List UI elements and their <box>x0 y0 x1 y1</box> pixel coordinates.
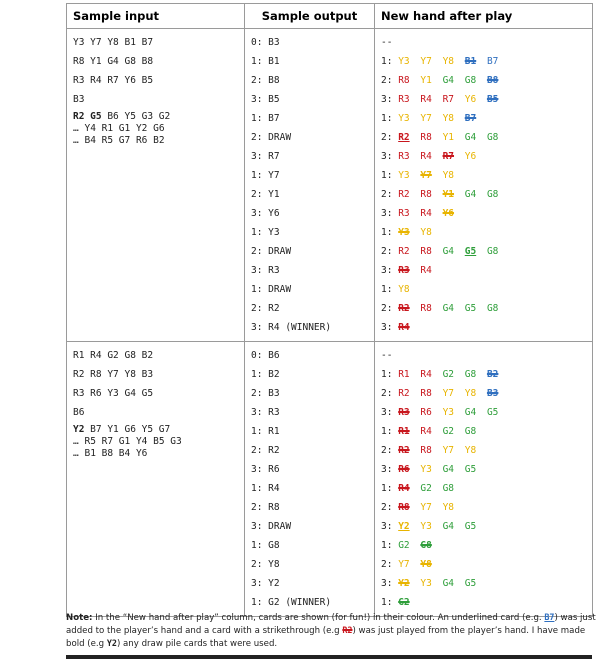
card: R8 <box>420 189 432 200</box>
card: G8 <box>486 303 499 314</box>
card: R4 <box>420 94 432 105</box>
hand-line <box>381 384 586 403</box>
hand-line-prefix: 3: <box>381 407 393 418</box>
note-text-3: ) was just played from the player’s hand. I have made bold (e.g <box>66 626 586 649</box>
card: B7 <box>486 56 499 67</box>
card: G4 <box>442 578 455 589</box>
output-line: 3: R3 <box>251 407 280 418</box>
card: R2 <box>398 388 410 399</box>
sample-input-cell <box>67 342 245 617</box>
card: Y3 <box>398 113 410 124</box>
hand-line-prefix: 2: <box>381 559 393 570</box>
card: G8 <box>464 426 477 437</box>
card: R3 <box>398 151 410 162</box>
sample-input-lines <box>67 342 244 464</box>
draw-pile-line <box>73 135 238 147</box>
card: Y2 <box>398 578 410 589</box>
card: Y1 <box>442 132 455 143</box>
new-hand-cell <box>375 29 593 342</box>
card: B8 <box>486 75 499 86</box>
draw-pile-cards: B1 B8 B4 Y6 <box>84 448 148 459</box>
hand-line <box>381 346 586 365</box>
hand-line <box>381 299 586 318</box>
hand-line <box>381 261 586 280</box>
card: R6 <box>420 407 432 418</box>
input-line: R3 R6 Y3 G4 G5 <box>73 388 154 399</box>
sample-output-lines <box>245 342 374 616</box>
card: R2 <box>398 189 410 200</box>
card: Y3 <box>398 56 410 67</box>
card: R4 <box>420 426 432 437</box>
note-text-1: In the “New hand after play” column, cards are shown (for fun!) in their colour. An underlined card (e.g. <box>92 613 545 623</box>
hand-line-prefix: -- <box>381 37 393 48</box>
hand-line <box>381 128 586 147</box>
hand-line-prefix: -- <box>381 350 393 361</box>
header-new-hand: New hand after play <box>375 4 593 29</box>
card: R3 <box>398 208 410 219</box>
card: R4 <box>420 369 432 380</box>
hand-line-prefix: 3: <box>381 208 393 219</box>
hand-line <box>381 536 586 555</box>
sample-table <box>66 3 593 617</box>
hand-line-prefix: 1: <box>381 369 393 380</box>
card: Y3 <box>398 227 410 238</box>
card: R4 <box>398 483 410 494</box>
card: R8 <box>420 445 432 456</box>
draw-pile-line <box>73 123 238 135</box>
output-line: 1: B7 <box>251 113 280 124</box>
hand-line <box>381 403 586 422</box>
card: Y7 <box>420 170 432 181</box>
card: B1 <box>464 56 477 67</box>
note-example-bold: Y2 <box>106 638 117 648</box>
output-line: 2: R2 <box>251 303 280 314</box>
sample-output-lines <box>245 29 374 341</box>
card: Y3 <box>398 170 410 181</box>
card: R2 <box>398 246 410 257</box>
sample-input-lines <box>67 29 244 151</box>
card: Y6 <box>464 151 477 162</box>
card: Y8 <box>420 559 432 570</box>
card: R8 <box>420 246 432 257</box>
hand-line-prefix: 1: <box>381 426 393 437</box>
card: G5 <box>486 407 499 418</box>
card: R3 <box>398 407 410 418</box>
card: B2 <box>486 369 499 380</box>
card: Y3 <box>442 407 455 418</box>
hand-line <box>381 109 586 128</box>
hand-line <box>381 574 586 593</box>
card: G8 <box>486 132 499 143</box>
input-line: B6 <box>73 407 85 418</box>
note-text-2: ) was just added to the player’s hand and a card with a strikethrough (e.g <box>66 613 596 636</box>
draw-pile-line <box>73 448 238 460</box>
header-row <box>67 4 593 29</box>
card: G2 <box>420 483 432 494</box>
hand-line-prefix: 2: <box>381 388 393 399</box>
card: B3 <box>486 388 499 399</box>
output-line: 3: DRAW <box>251 521 292 532</box>
card: Y8 <box>442 502 455 513</box>
draw-pile-line <box>73 424 238 436</box>
card: Y3 <box>420 521 432 532</box>
draw-pile-line <box>73 111 238 123</box>
hand-line <box>381 280 586 299</box>
input-line: R1 R4 G2 G8 B2 <box>73 350 154 361</box>
card: Y1 <box>420 75 432 86</box>
hand-line-prefix: 3: <box>381 265 393 276</box>
note-text-4: ) any draw pile cards that were used. <box>116 639 278 649</box>
card: R3 <box>398 94 410 105</box>
output-line: 2: DRAW <box>251 246 292 257</box>
card: R8 <box>398 502 410 513</box>
hand-line-prefix: 2: <box>381 445 393 456</box>
card: Y8 <box>442 170 455 181</box>
output-line: 1: Y3 <box>251 227 280 238</box>
card: G4 <box>464 407 477 418</box>
output-line: 1: R4 <box>251 483 280 494</box>
card: Y7 <box>398 559 410 570</box>
card: G8 <box>486 189 499 200</box>
hand-line-prefix: 2: <box>381 303 393 314</box>
card: Y7 <box>420 56 432 67</box>
header-sample-input: Sample input <box>67 4 245 29</box>
output-line: 1: DRAW <box>251 284 292 295</box>
new-hand-cell <box>375 342 593 617</box>
draw-pile-cards: B4 R5 G7 R6 B2 <box>84 135 165 146</box>
card: G5 <box>464 246 477 257</box>
output-line: 3: B5 <box>251 94 280 105</box>
hand-line <box>381 422 586 441</box>
card: R6 <box>398 464 410 475</box>
card: G8 <box>464 369 477 380</box>
card: G5 <box>464 578 477 589</box>
card: Y8 <box>464 388 477 399</box>
note-paragraph <box>66 611 596 650</box>
hand-line <box>381 52 586 71</box>
card: G4 <box>442 303 455 314</box>
card: Y8 <box>442 56 455 67</box>
card: R3 <box>398 265 410 276</box>
card: Y2 <box>398 521 410 532</box>
output-line: 2: B3 <box>251 388 280 399</box>
input-line: Y3 Y7 Y8 B1 B7 <box>73 37 154 48</box>
hand-line-prefix: 2: <box>381 189 393 200</box>
input-line: R2 R8 Y7 Y8 B3 <box>73 369 154 380</box>
draw-pile-block <box>73 422 238 460</box>
game-row <box>67 342 593 617</box>
output-line: 1: G8 <box>251 540 280 551</box>
card: R1 <box>398 369 410 380</box>
hand-line <box>381 204 586 223</box>
hand-line <box>381 242 586 261</box>
hand-line <box>381 166 586 185</box>
sample-output-cell <box>245 29 375 342</box>
hand-line-prefix: 2: <box>381 132 393 143</box>
card: G8 <box>486 246 499 257</box>
output-line: 2: Y8 <box>251 559 280 570</box>
hand-line <box>381 593 586 612</box>
draw-pile-cards: Y4 R1 G1 Y2 G6 <box>84 123 165 134</box>
draw-pile-cards: Y2 B7 Y1 G6 Y5 G7 <box>73 424 171 435</box>
note-example-strike: R2 <box>342 625 353 635</box>
page-bottom-rule <box>66 655 592 659</box>
hand-line <box>381 460 586 479</box>
hand-line-prefix: 1: <box>381 56 393 67</box>
card: G4 <box>442 521 455 532</box>
card: R8 <box>420 303 432 314</box>
hand-line-prefix: 3: <box>381 151 393 162</box>
card: Y3 <box>420 578 432 589</box>
card: R4 <box>420 265 432 276</box>
draw-pile-line <box>73 436 238 448</box>
output-line: 3: R3 <box>251 265 280 276</box>
card: G2 <box>442 369 455 380</box>
card: G2 <box>398 597 410 608</box>
card: R2 <box>398 132 410 143</box>
card: R8 <box>398 75 410 86</box>
card: Y8 <box>442 113 455 124</box>
card: R1 <box>398 426 410 437</box>
card: Y1 <box>442 189 455 200</box>
hand-line-prefix: 2: <box>381 246 393 257</box>
card: G4 <box>442 246 455 257</box>
card: R8 <box>420 388 432 399</box>
draw-pile-prefix: … <box>73 123 79 134</box>
hand-line-prefix: 1: <box>381 113 393 124</box>
sample-output-cell <box>245 342 375 617</box>
output-line: 2: R8 <box>251 502 280 513</box>
output-line: 3: R6 <box>251 464 280 475</box>
input-line: R8 Y1 G4 G8 B8 <box>73 56 154 67</box>
hand-line <box>381 33 586 52</box>
output-line: 2: DRAW <box>251 132 292 143</box>
input-line: B3 <box>73 94 85 105</box>
hand-line-prefix: 2: <box>381 75 393 86</box>
header-sample-output: Sample output <box>245 4 375 29</box>
card: Y7 <box>420 502 432 513</box>
card: Y8 <box>464 445 477 456</box>
card: Y6 <box>442 208 455 219</box>
hand-line <box>381 147 586 166</box>
card: R7 <box>442 151 455 162</box>
card: G8 <box>464 75 477 86</box>
hand-line-prefix: 1: <box>381 170 393 181</box>
output-line: 3: Y2 <box>251 578 280 589</box>
output-line: 0: B6 <box>251 350 280 361</box>
hand-line <box>381 90 586 109</box>
card: Y7 <box>442 388 455 399</box>
card: B7 <box>464 113 477 124</box>
card: G4 <box>442 75 455 86</box>
hand-line <box>381 555 586 574</box>
hand-line-prefix: 3: <box>381 322 393 333</box>
draw-pile-prefix: … <box>73 135 79 146</box>
hand-line <box>381 365 586 384</box>
hand-line-prefix: 1: <box>381 597 393 608</box>
card: G5 <box>464 303 477 314</box>
output-line: 1: R1 <box>251 426 280 437</box>
hand-line <box>381 479 586 498</box>
output-line: 2: Y1 <box>251 189 280 200</box>
output-line: 3: R4 (WINNER) <box>251 322 332 333</box>
hand-line <box>381 517 586 536</box>
draw-pile-prefix: … <box>73 436 79 447</box>
draw-pile-block <box>73 109 238 147</box>
output-line: 1: B2 <box>251 369 280 380</box>
card: Y7 <box>420 113 432 124</box>
output-line: 0: B3 <box>251 37 280 48</box>
hand-line <box>381 185 586 204</box>
hand-line <box>381 318 586 337</box>
hand-line-prefix: 3: <box>381 464 393 475</box>
card: G4 <box>464 132 477 143</box>
card: Y3 <box>420 464 432 475</box>
card: R4 <box>420 208 432 219</box>
card: G5 <box>464 464 477 475</box>
sample-input-cell <box>67 29 245 342</box>
output-line: 3: R7 <box>251 151 280 162</box>
hand-line-prefix: 1: <box>381 540 393 551</box>
hand-line-prefix: 3: <box>381 94 393 105</box>
card: G5 <box>464 521 477 532</box>
hand-line <box>381 498 586 517</box>
card: G2 <box>398 540 410 551</box>
output-line: 2: B8 <box>251 75 280 86</box>
hand-line-prefix: 3: <box>381 521 393 532</box>
card: R2 <box>398 303 410 314</box>
card: R2 <box>398 445 410 456</box>
hand-line <box>381 223 586 242</box>
game-row <box>67 29 593 342</box>
hand-line-prefix: 1: <box>381 284 393 295</box>
card: G2 <box>442 426 455 437</box>
note-label: Note: <box>66 613 93 623</box>
note-example-underline: B7 <box>544 612 555 622</box>
new-hand-lines <box>375 342 592 616</box>
output-line: 3: Y6 <box>251 208 280 219</box>
hand-line <box>381 441 586 460</box>
card: R4 <box>398 322 410 333</box>
input-line: R3 R4 R7 Y6 B5 <box>73 75 154 86</box>
draw-pile-cards: R2 G5 B6 Y5 G3 G2 <box>73 111 171 122</box>
draw-pile-prefix: … <box>73 448 79 459</box>
card: Y7 <box>442 445 455 456</box>
card: G8 <box>442 483 455 494</box>
output-line: 2: R2 <box>251 445 280 456</box>
output-line: 1: B1 <box>251 56 280 67</box>
card: Y6 <box>464 94 477 105</box>
new-hand-lines <box>375 29 592 341</box>
card: B5 <box>486 94 499 105</box>
card: R4 <box>420 151 432 162</box>
card: R7 <box>442 94 455 105</box>
output-line: 1: G2 (WINNER) <box>251 597 332 608</box>
card: G4 <box>442 464 455 475</box>
card: G8 <box>420 540 432 551</box>
hand-line-prefix: 1: <box>381 227 393 238</box>
hand-line <box>381 71 586 90</box>
card: Y8 <box>420 227 432 238</box>
output-line: 1: Y7 <box>251 170 280 181</box>
card: Y8 <box>398 284 410 295</box>
card: R8 <box>420 132 432 143</box>
hand-line-prefix: 1: <box>381 483 393 494</box>
hand-line-prefix: 3: <box>381 578 393 589</box>
card: G4 <box>464 189 477 200</box>
draw-pile-cards: R5 R7 G1 Y4 B5 G3 <box>84 436 182 447</box>
hand-line-prefix: 2: <box>381 502 393 513</box>
